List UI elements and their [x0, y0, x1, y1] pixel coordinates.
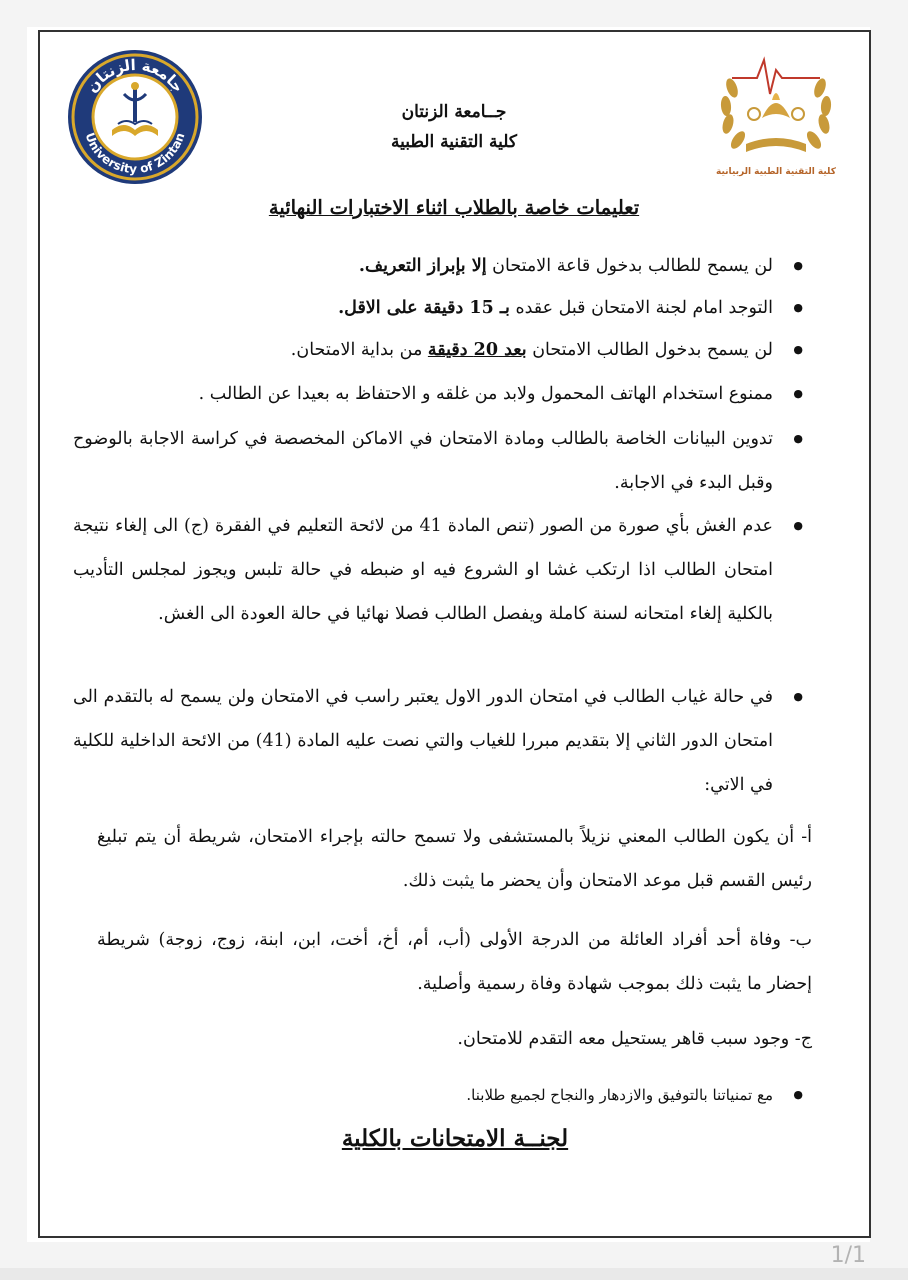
instruction-item: ● تدوين البيانات الخاصة بالطالب ومادة الامتحان في الاماكن المخصصة في كراسة الاجابة بالوضوح وقبل البدء في الاجابة.	[73, 417, 773, 505]
instruction-item: ● لن يسمح بدخول الطالب الامتحان بعد 20 دقيقة من بداية الامتحان.	[73, 329, 773, 371]
absence-reason-c: ج- وجود سبب قاهر يستحيل معه التقدم للامتحان.	[457, 1029, 812, 1049]
college-name: كلية التقنية الطبية	[390, 132, 518, 152]
absence-reason-a: أ- أن يكون الطالب المعني نزيلاً بالمستشفى ولا تسمح حالته بإجراء الامتحان، شريطة أن يتم تبليغ رئيس القسم قبل موعد الامتحان وأن يحضر ما يثبت ذلك.	[97, 827, 812, 891]
instruction-item: ● عدم الغش بأي صورة من الصور (تنص المادة 41 من لائحة التعليم في الفقرة (ج) الى إلغاء نتيجة امتحان الطالب اذا ارتكب غشا او الشروع فيه او ضبطه في حالة تلبس ويجوز لمجلس التأديب بالكلية إلغاء امتحانه لسنة كاملة ويفصل الطالب فصلا نهائيا في حالة العودة الى الغش.	[73, 504, 773, 636]
instruction-item: ● التوجد امام لجنة الامتحان قبل عقده بـ 15 دقيقة على الاقل.	[73, 287, 773, 329]
page-counter: 1/1	[830, 1243, 866, 1268]
svg-text:University of Zintan: University of Zintan	[82, 130, 188, 177]
institution-header	[300, 97, 608, 157]
instruction-item: ● لن يسمح للطالب بدخول قاعة الامتحان إلا بإبراز التعريف.	[73, 245, 773, 287]
closing-wish: ● مع تمنياتنا بالتوفيق والازدهار والنجاح لجميع طلابنا.	[73, 1074, 773, 1116]
instruction-item: ● في حالة غياب الطالب في امتحان الدور الاول يعتبر راسب في الامتحان ولن يسمح له بالتقدم الى امتحان الدور الثاني إلا بتقديم مبررا للغياب والتي نصت عليه المادة (41) من الائحة الداخلية للكلية في الاتي:	[73, 675, 773, 807]
college-emblem-logo	[712, 48, 840, 188]
university-name: جــامعة الزنتان	[401, 102, 507, 122]
viewer-bottom-bar	[0, 1268, 908, 1280]
svg-text:جامعة الزنتان: جامعة الزنتان	[82, 55, 188, 96]
committee-signature: لجنــة الامتحانات بالكلية	[341, 1125, 569, 1152]
instruction-item: ● ممنوع استخدام الهاتف المحمول ولابد من غلقه و الاحتفاظ به بعيدا عن الطالب .	[73, 373, 773, 415]
absence-reason-b: ب- وفاة أحد أفراد العائلة من الدرجة الأولى (أب، أم، أخ، أخت، ابن، ابنة، زوج، زوجة) شريطة إحضار ما يثبت ذلك بموجب شهادة وفاة رسمية وأصلية.	[97, 930, 812, 994]
university-seal-logo	[66, 48, 204, 186]
emblem-caption: كلية التقنية الطبية الربيانية	[716, 167, 836, 177]
document-title: تعليمات خاصة بالطلاب اثناء الاختبارات النهائية	[268, 196, 640, 219]
